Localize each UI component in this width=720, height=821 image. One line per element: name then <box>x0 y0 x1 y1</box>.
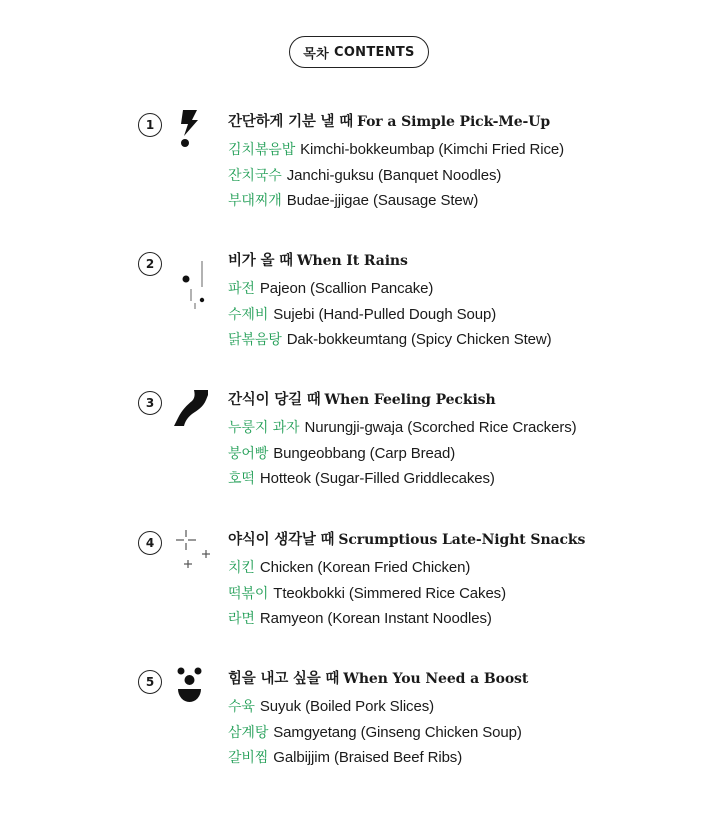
section-5 <box>0 557 720 766</box>
recipe-name-en: Hotteok (Sugar-Filled Griddlecakes) <box>259 470 495 487</box>
recipe-name-en: Suyuk (Boiled Pork Slices) <box>259 698 434 715</box>
section-2 <box>0 139 720 348</box>
section-title-ko: 야식이 생각날 때 <box>228 532 335 548</box>
recipe-name-en: Bungeobbang (Carp Bread) <box>273 444 456 462</box>
recipe-name-ko: 떡볶이 <box>228 585 269 602</box>
contents-header-ko: 목차 <box>303 46 329 62</box>
section-title <box>228 110 550 131</box>
recipe-name-ko: 호떡 <box>228 471 255 487</box>
recipe-name-ko: 누룽지 과자 <box>228 420 300 436</box>
section-number: 4 <box>138 531 162 555</box>
recipe-name-ko: 부대찌개 <box>228 193 282 209</box>
recipe-name-ko: 수육 <box>228 699 255 715</box>
section-title <box>228 667 528 688</box>
section-title-en: When You Need a Boost <box>343 671 529 687</box>
recipe-name-en: Chicken (Korean Fried Chicken) <box>259 559 471 576</box>
recipe-name-en: Ramyeon (Korean Instant Noodles) <box>259 610 492 627</box>
recipe-item[interactable] <box>228 723 522 749</box>
recipe-name-ko: 잔치국수 <box>228 167 282 184</box>
recipe-name-en: Sujebi (Hand-Pulled Dough Soup) <box>273 305 497 323</box>
recipe-name-en: Samgyetang (Ginseng Chicken Soup) <box>273 723 522 741</box>
recipe-name-en: Dak-bokkeumtang (Spicy Chicken Stew) <box>286 331 552 348</box>
recipe-name-ko: 수제비 <box>228 306 269 323</box>
section-title <box>228 528 585 549</box>
recipe-name-ko: 삼계탕 <box>228 724 269 741</box>
section-number: 1 <box>138 113 162 137</box>
recipe-name-ko: 붕어빵 <box>228 445 269 462</box>
recipe-name-en: Galbijjim (Braised Beef Ribs) <box>273 749 463 766</box>
recipe-item[interactable] <box>228 697 522 723</box>
section-title-ko: 힘을 내고 싶을 때 <box>228 671 340 687</box>
section-title <box>228 249 408 270</box>
recipe-name-en: Pajeon (Scallion Pancake) <box>259 280 434 297</box>
recipe-name-ko: 김치볶음밥 <box>228 142 296 158</box>
recipe-name-en: Kimchi-bokkeumbap (Kimchi Fried Rice) <box>300 141 565 158</box>
section-number: 3 <box>138 391 162 415</box>
recipe-name-en: Janchi-guksu (Banquet Noodles) <box>286 166 502 184</box>
section-title-en: For a Simple Pick-Me-Up <box>357 114 551 130</box>
recipe-name-en: Budae-jjigae (Sausage Stew) <box>286 192 479 209</box>
recipe-list <box>228 697 522 774</box>
section-title-ko: 비가 올 때 <box>228 253 293 269</box>
recipe-name-en: Tteokbokki (Simmered Rice Cakes) <box>273 584 506 602</box>
section-title-ko: 간식이 당길 때 <box>228 392 321 408</box>
section-title-en: Scrumptious Late-Night Snacks <box>338 532 586 548</box>
section-1 <box>0 0 720 209</box>
section-title-en: When It Rains <box>296 253 408 269</box>
recipe-name-ko: 갈비찜 <box>228 750 269 766</box>
recipe-name-ko: 닭볶음탕 <box>228 332 282 348</box>
recipe-name-ko: 치킨 <box>228 560 255 576</box>
recipe-name-ko: 파전 <box>228 281 255 297</box>
recipe-item[interactable] <box>228 748 522 774</box>
section-number: 2 <box>138 252 162 276</box>
contents-header-en: CONTENTS <box>333 44 415 60</box>
section-title <box>228 388 496 409</box>
section-title-ko: 간단하게 기분 낼 때 <box>228 114 353 130</box>
section-title-en: When Feeling Peckish <box>324 392 496 408</box>
section-number: 5 <box>138 670 162 694</box>
bear-face-icon <box>172 665 208 707</box>
recipe-name-ko: 라면 <box>228 611 255 627</box>
section-4 <box>0 418 720 627</box>
section-3 <box>0 278 720 487</box>
recipe-name-en: Nurungji-gwaja (Scorched Rice Crackers) <box>304 419 577 436</box>
